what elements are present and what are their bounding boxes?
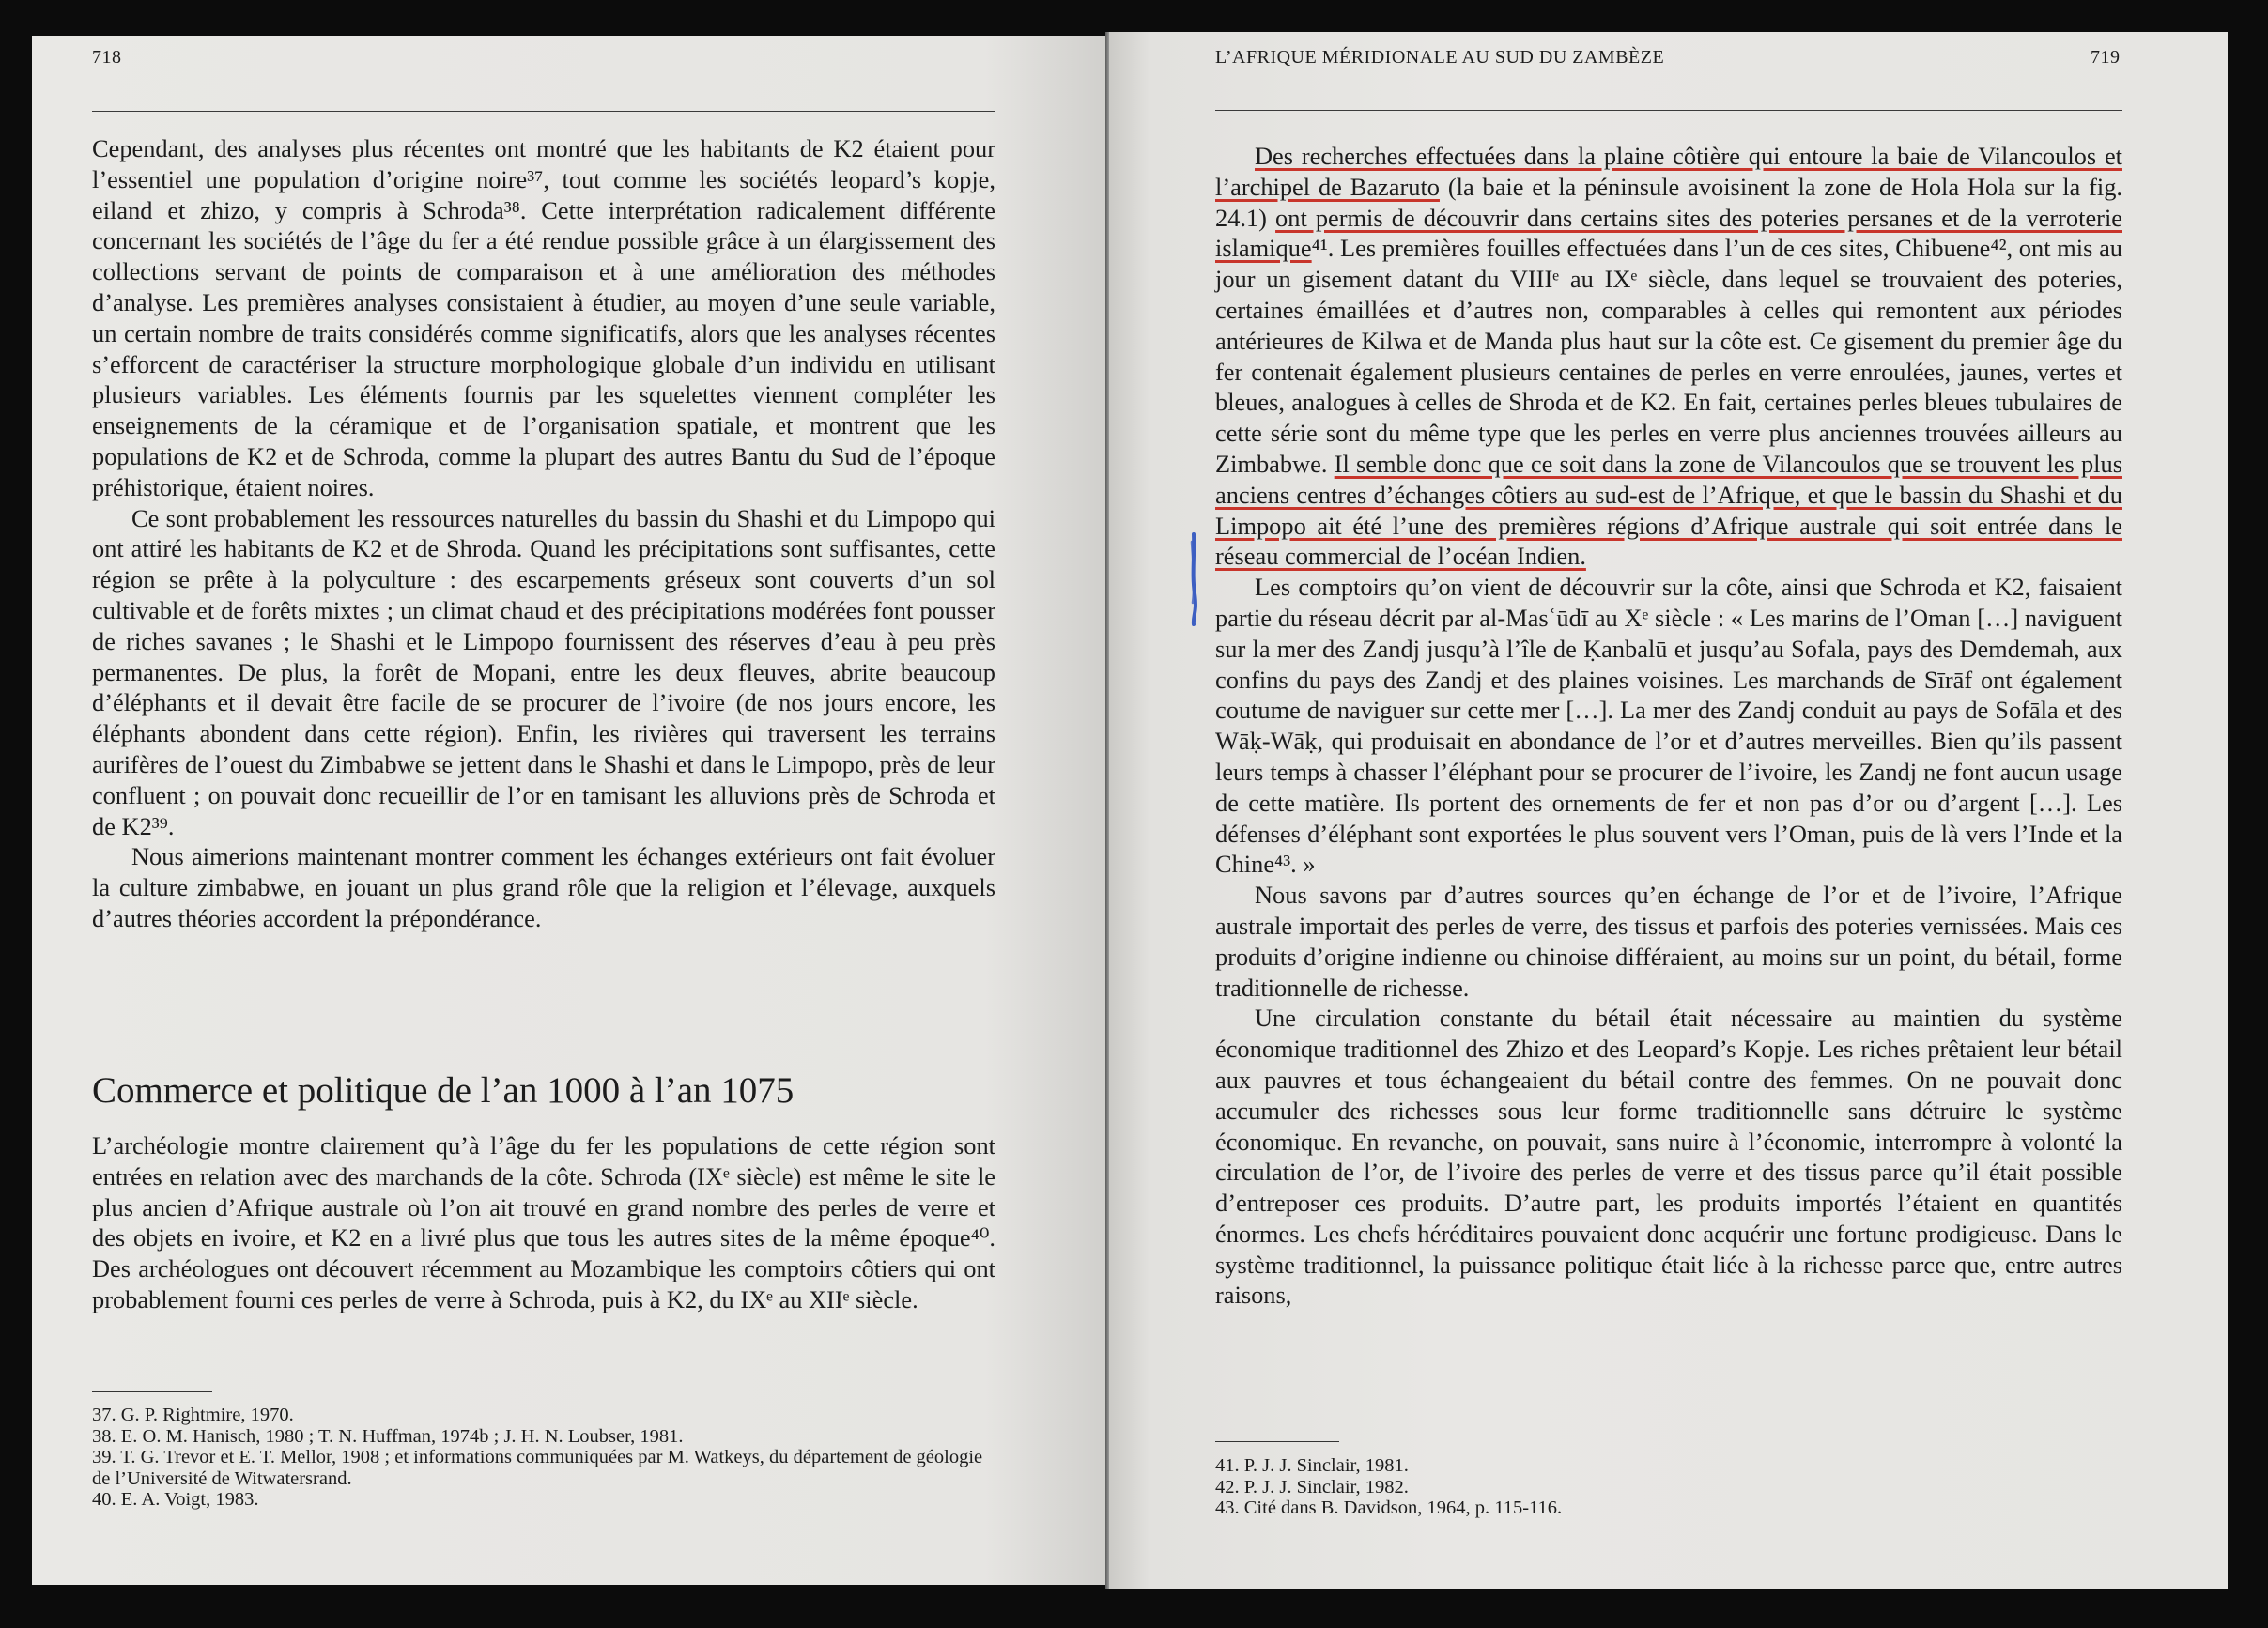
footnote-40: 40. E. A. Voigt, 1983.	[92, 1489, 259, 1510]
footnote-43: 43. Cité dans B. Davidson, 1964, p. 115-116.	[1215, 1497, 1563, 1518]
left-page-number: 718	[92, 47, 122, 68]
left-footnotes	[92, 1405, 995, 1511]
right-footnotes	[1215, 1455, 2122, 1519]
right-paragraph-3: Nous savons par d’autres sources qu’en échange de l’or et de l’ivoire, l’Afrique australe importait des perles de verre, des tissus et parfois des poteries vernissées. Mais ces produits d’origine indienne ou chinoise différaient, au moins sur un point, du bétail, forme traditionnelle de richesse.	[1215, 881, 2122, 1002]
footnote-41: 41. P. J. J. Sinclair, 1981.	[1215, 1455, 1409, 1476]
section-heading: Commerce et politique de l’an 1000 à l’an 1075	[92, 1070, 795, 1111]
footnote-42: 42. P. J. J. Sinclair, 1982.	[1215, 1476, 1409, 1497]
right-paragraph-2: Les comptoirs qu’on vient de découvrir sur la côte, ainsi que Schroda et K2, faisaient partie du réseau décrit par al-Masʿūdī au Xᵉ siècle : « Les marins de l’Oman […] naviguent sur la mer des Zandj jusqu’à l’île de Ḳanbalū et jusqu’au Sofala, pays des Demdemah, aux confins du pays des Zandj et des plaines voisines. Les marchands de Sīrāf ont également coutume de naviguer sur cette mer […]. La mer des Zandj conduit au pays de Sofāla et des Wāḳ-Wāḳ, qui produisait en abondance de l’or et d’autres merveilles. Bien qu’ils passent leurs temps à chasser l’éléphant pour se procurer de l’ivoire, les Zandj ne font aucun usage de cette matière. Ils portent des ornements de fer et non pas d’or ou d’argent […]. Les défenses d’éléphant sont exportées le plus souvent vers l’Oman, puis de là vers l’Inde et la Chine⁴³. »	[1215, 573, 2122, 879]
right-paragraph-1-text-b: ⁴¹. Les premières fouilles effectuées dans l’un de ces sites, Chibuene⁴², ont mis au jour un gisement datant du VIIIᵉ au IXᵉ siècle, dans lequel se trouvaient des poteries, certaines émaillées et d’autres non, comparables à celles qui remontent aux périodes antérieures de Kilwa et de Manda plus haut sur la côte est. Ce gisement du premier âge du fer contenait également plusieurs centaines de perles en verre enroulées, jaunes, vertes et bleues, analogues à celles de Shroda et de K2. En fait, certaines perles bleues tubulaires de cette série sont du même type que les perles en verre plus anciennes trouvées ailleurs au Zimbabwe.	[1215, 234, 2122, 478]
left-paragraph-1: Cependant, des analyses plus récentes ont montré que les habitants de K2 étaient pour l’essentiel une population d’origine noire³⁷, tout comme les sociétés leopard’s kopje, eiland et zhizo, y compris à Schroda³⁸. Cette interprétation radicalement différente concernant les sociétés de l’âge du fer a été rendue possible grâce à un élargissement des collections servant de points de comparaison et à une amélioration des méthodes d’analyse. Les premières analyses consistaient à étudier, au moyen d’une seule variable, un certain nombre de traits considérés comme significatifs, alors que les analyses récentes s’efforcent de caractériser la structure morphologique globale d’un individu en utilisant plusieurs variables. Les éléments fournis par les squelettes viennent compléter les enseignements de la céramique et de l’organisation spatiale, et montrent que les populations de K2 et de Schroda, comme la plupart des autres Bantu du Sud de l’époque préhistorique, étaient noires.	[92, 134, 995, 501]
right-page-number: 719	[2091, 47, 2121, 68]
right-running-head: L’AFRIQUE MÉRIDIONALE AU SUD DU ZAMBÈZE	[1215, 47, 1665, 68]
right-paragraph-1-text-a: (la baie et la péninsule avoisinent la zone de Hola Hola sur la fig. 24.1)	[1215, 172, 2123, 232]
left-section-body	[92, 1130, 995, 1315]
right-paragraph-1	[1215, 141, 2122, 572]
left-header-rule	[92, 111, 995, 112]
right-paragraph-4: Une circulation constante du bétail était nécessaire au maintien du système économique traditionnel des Zhizo et des Leopard’s Kopje. Les riches prêtaient leur bétail aux pauvres et tous échangeaient du bétail contre des femmes. On ne pouvait donc accumuler des richesses sous leur forme traditionnelle sans détruire le système économique. En revanche, on pouvait, sans nuire à l’économie, interrompre à volonté la circulation de l’or, de l’ivoire des perles de verre et des tissus parce qu’il était possible d’entreposer ces produits. D’autre part, les produits importés l’étaient en quantités énormes. Les chefs héréditaires pouvaient donc acquérir une fortune prodigieuse. Dans le système traditionnel, la puissance politique était liée à la richesse parce que, entre autres raisons,	[1215, 1004, 2122, 1310]
highlighted-passage-1: Des recherches effectuées dans la plaine côtière qui entoure la baie de Vilancoulos et l’archipel de Bazaruto	[1215, 142, 2122, 201]
highlighted-passage-2: ont permis de découvrir dans certains sites des poteries persanes et de la verroterie islamique	[1215, 203, 2122, 263]
right-body	[1215, 141, 2122, 1311]
left-body	[92, 133, 995, 934]
highlighted-passage-3: Il semble donc que ce soit dans la zone de Vilancoulos que se trouvent les plus anciens centres d’échanges côtiers au sud-est de l’Afrique, et que le bassin du Shashi et du Limpopo ait été l’une des premières régions d’Afrique australe qui soit entrée dans le réseau commercial de l’océan Indien.	[1215, 449, 2122, 571]
left-section-paragraph: L’archéologie montre clairement qu’à l’âge du fer les populations de cette région sont entrées en relation avec des marchands de la côte. Schroda (IXᵉ siècle) est même le site le plus ancien d’Afrique australe où l’on ait trouvé en grand nombre des perles de verre et des objets en ivoire, et K2 en a livré plus que tous les autres sites de la même époque⁴⁰. Des archéologues ont découvert récemment au Mozambique les comptoirs côtiers qui ont probablement fourni ces perles de verre à Schroda, puis à K2, du IXᵉ au XIIᵉ siècle.	[92, 1131, 995, 1313]
right-footnote-rule	[1215, 1441, 1339, 1442]
book-gutter	[1105, 32, 1109, 1589]
left-paragraph-3: Nous aimerions maintenant montrer comment les échanges extérieurs ont fait évoluer la culture zimbabwe, en jouant un plus grand rôle que la religion et l’élevage, auxquels d’autres théories accordent la prépondérance.	[92, 842, 995, 932]
footnote-37: 37. G. P. Rightmire, 1970.	[92, 1405, 294, 1425]
left-paragraph-2: Ce sont probablement les ressources naturelles du bassin du Shashi et du Limpopo qui ont attiré les habitants de K2 et de Shroda. Quand les précipitations sont suffisantes, cette région se prête à la polyculture : des escarpements gréseux sont couverts d’un sol cultivable et de forêts mixtes ; un climat chaud et des précipitations modérées font pousser de riches savanes ; le Shashi et le Limpopo fournissent des réserves d’eau à peu près permanentes. De plus, la forêt de Mopani, entre les deux fleuves, abrite beaucoup d’éléphants et il devait être facile de se procurer de l’ivoire (de nos jours encore, les éléphants abondent dans cette région). Enfin, les rivières qui traversent les terrains aurifères de l’ouest du Zimbabwe se jettent dans le Shashi et dans le Limpopo, près de leur confluent ; on pouvait donc recueillir de l’or en tamisant les alluvions près de Schroda et de K2³⁹.	[92, 503, 995, 840]
blue-pen-margin-mark	[1189, 532, 1198, 626]
footnote-39: 39. T. G. Trevor et E. T. Mellor, 1908 ; et informations communiquées par M. Watkeys, du département de géologie de l’Université de Witwatersrand.	[92, 1447, 983, 1489]
right-header-rule	[1215, 110, 2122, 111]
footnote-38: 38. E. O. M. Hanisch, 1980 ; T. N. Huffman, 1974b ; J. H. N. Loubser, 1981.	[92, 1425, 684, 1447]
left-footnote-rule	[92, 1391, 212, 1392]
